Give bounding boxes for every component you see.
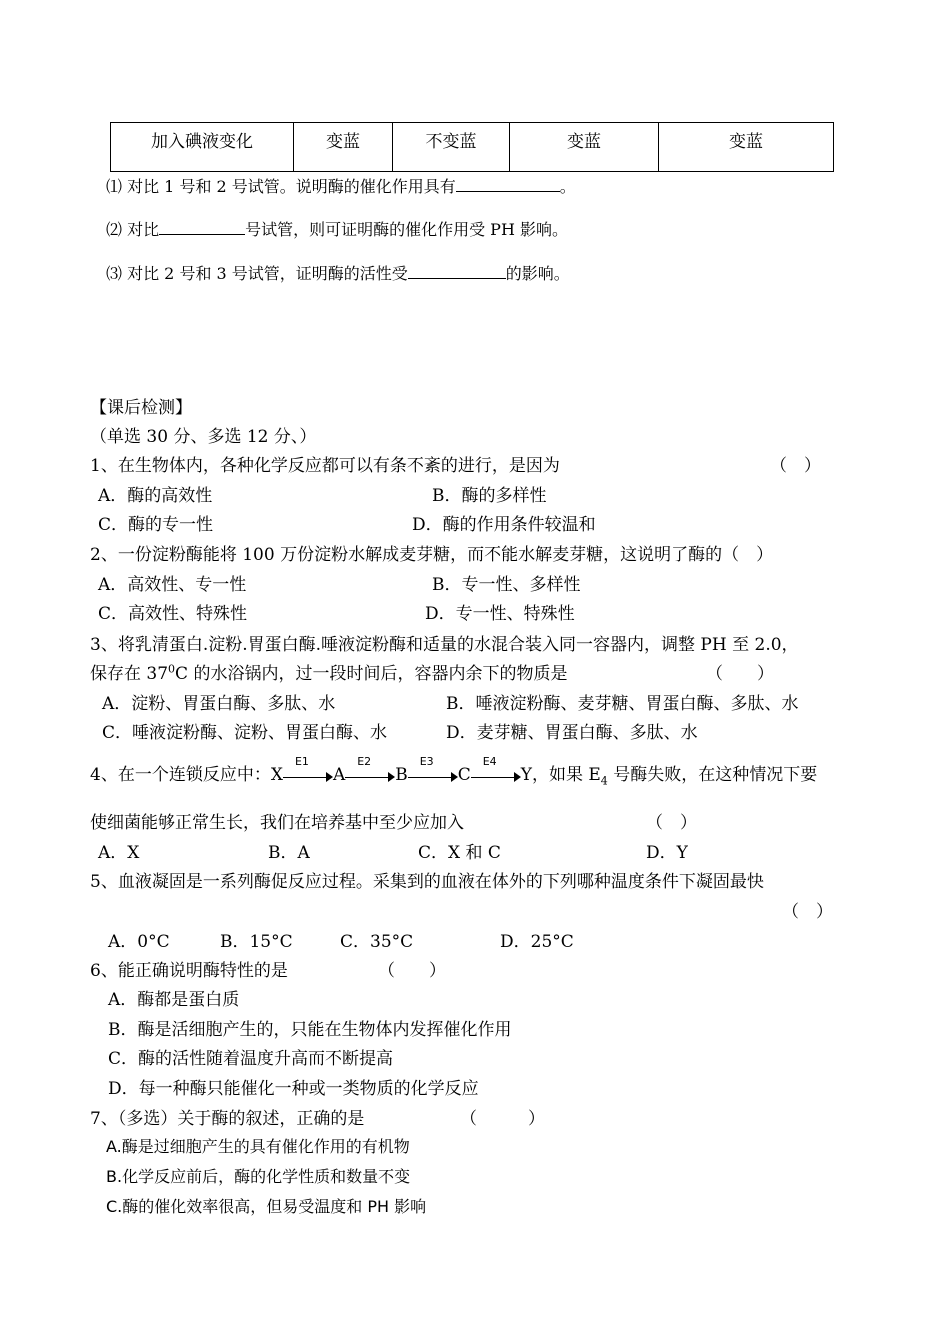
q4-option-d[interactable]: D．Y [646, 843, 688, 863]
q3-option-a[interactable]: A．淀粉、胃蛋白酶、多肽、水 [102, 694, 336, 714]
q1-option-b[interactable]: B．酶的多样性 [432, 486, 547, 506]
answer-blank-1[interactable] [456, 175, 560, 192]
q3-stem-part2: C 的水浴锅内，过一段时间后，容器内余下的物质是 [175, 664, 568, 684]
table-cell-1: 变蓝 [294, 123, 393, 172]
question-1-stem: 1、在生物体内，各种化学反应都可以有条不紊的进行，是因为 [90, 456, 560, 476]
enzyme-label-e2: E2 [357, 754, 372, 768]
reaction-arrow-1 [283, 754, 333, 783]
q4-option-b[interactable]: B．A [268, 843, 310, 863]
fill-in-q3 [106, 261, 570, 284]
reaction-arrow-2 [345, 754, 395, 783]
enzyme-label-e4: E4 [482, 754, 497, 768]
q1-option-d[interactable]: D．酶的作用条件较温和 [412, 515, 596, 535]
fill-in-q2 [106, 217, 568, 240]
fill-in-q2-end: 号试管，则可证明酶的催化作用受 PH 影响。 [245, 220, 568, 239]
q4-stem-end-b: 号酶失败，在这种情况下要 [607, 765, 818, 785]
q6-option-c[interactable]: C．酶的活性随着温度升高而不断提高 [108, 1049, 394, 1069]
question-4-stem-line1 [90, 754, 818, 788]
q2-option-c[interactable]: C．高效性、特殊性 [98, 604, 248, 624]
q4-chain-x: X [270, 765, 283, 785]
q4-chain-a: A [332, 765, 346, 785]
question-6-paren: （ ） [378, 961, 446, 981]
q2-option-d[interactable]: D．专一性、特殊性 [425, 604, 575, 624]
q2-option-b[interactable]: B．专一性、多样性 [432, 575, 581, 595]
question-4-paren: （ ） [646, 813, 697, 833]
fill-in-q1-end: 。 [559, 177, 576, 196]
q4-option-a[interactable]: A．X [98, 843, 140, 863]
q7-option-a[interactable]: A.酶是过细胞产生的具有催化作用的有机物 [106, 1137, 410, 1156]
fill-in-q3-end: 的影响。 [505, 264, 570, 283]
q5-option-d[interactable]: D．25°C [500, 932, 574, 952]
q4-chain-b: B [395, 765, 408, 785]
question-3-stem-line1: 3、将乳清蛋白.淀粉.胃蛋白酶.唾液淀粉酶和适量的水混合装入同一容器内，调整 PH 至 2.0， [90, 635, 799, 655]
answer-blank-3[interactable] [408, 262, 506, 279]
q4-chain-y: Y [520, 765, 532, 785]
q7-option-b[interactable]: B.化学反应前后，酶的化学性质和数量不变 [106, 1167, 411, 1186]
question-7-stem: 7、（多选）关于酶的叙述，正确的是 [90, 1109, 365, 1129]
table-cell-3: 变蓝 [510, 123, 659, 172]
question-7-paren: （ ） [460, 1109, 545, 1129]
fill-in-q3-text: ⑶ 对比 2 号和 3 号试管，证明酶的活性受 [106, 264, 408, 283]
scoring-note: （单选 30 分、多选 12 分、） [90, 427, 317, 447]
fill-in-q1 [106, 174, 576, 197]
question-5-paren: （ ） [782, 902, 833, 922]
q6-option-d[interactable]: D．每一种酶只能催化一种或一类物质的化学反应 [108, 1079, 479, 1099]
q2-option-a[interactable]: A．高效性、专一性 [98, 575, 247, 595]
enzyme-label-e1: E1 [294, 754, 309, 768]
table-row-label: 加入碘液变化 [111, 123, 294, 172]
q6-option-a[interactable]: A．酶都是蛋白质 [108, 990, 240, 1010]
q1-option-a[interactable]: A．酶的高效性 [98, 486, 213, 506]
table-cell-2: 不变蓝 [393, 123, 510, 172]
q5-option-c[interactable]: C．35°C [340, 932, 414, 952]
table-cell-4: 变蓝 [659, 123, 834, 172]
fill-in-q2-text: ⑵ 对比 [106, 220, 160, 239]
answer-blank-2[interactable] [159, 218, 245, 235]
question-3-paren: （ ） [706, 664, 774, 684]
q3-option-d[interactable]: D．麦芽糖、胃蛋白酶、多肽、水 [446, 723, 698, 743]
question-6-stem: 6、能正确说明酶特性的是 [90, 961, 288, 981]
q4-e4-sub: 4 [600, 774, 608, 788]
q4-chain-c: C [457, 765, 471, 785]
q7-option-c[interactable]: C.酶的催化效率很高，但易受温度和 PH 影响 [106, 1197, 427, 1216]
question-3-stem-line2 [90, 659, 567, 684]
q4-stem-start: 4、在一个连锁反应中： [90, 765, 271, 785]
section-title: 【课后检测】 [90, 398, 192, 418]
q3-degree-sup: 0 [168, 662, 176, 676]
question-5-stem: 5、血液凝固是一系列酶促反应过程。采集到的血液在体外的下列哪种温度条件下凝固最快 [90, 872, 764, 892]
q3-option-b[interactable]: B．唾液淀粉酶、麦芽糖、胃蛋白酶、多肽、水 [446, 694, 799, 714]
fill-in-q1-text: ⑴ 对比 1 号和 2 号试管。说明酶的催化作用具有 [106, 177, 456, 196]
q3-option-c[interactable]: C．唾液淀粉酶、淀粉、胃蛋白酶、水 [102, 723, 388, 743]
question-2-stem: 2、一份淀粉酶能将 100 万份淀粉水解成麦芽糖，而不能水解麦芽糖，这说明了酶的（ ） [90, 545, 774, 565]
q5-option-a[interactable]: A．0°C [108, 932, 170, 952]
enzyme-label-e3: E3 [419, 754, 434, 768]
q5-option-b[interactable]: B．15°C [220, 932, 293, 952]
q1-option-c[interactable]: C．酶的专一性 [98, 515, 214, 535]
experiment-table [110, 122, 834, 172]
question-4-stem-line2: 使细菌能够正常生长，我们在培养基中至少应加入 [90, 813, 464, 833]
reaction-arrow-4 [471, 754, 521, 783]
table-row [111, 123, 834, 172]
q6-option-b[interactable]: B．酶是活细胞产生的，只能在生物体内发挥催化作用 [108, 1020, 512, 1040]
question-1-paren: （ ） [770, 456, 821, 476]
reaction-arrow-3 [408, 754, 458, 783]
q4-stem-end-a: ，如果 E [531, 765, 601, 785]
q4-option-c[interactable]: C．X 和 C [418, 843, 501, 863]
q3-stem-part1: 保存在 37 [90, 664, 169, 684]
